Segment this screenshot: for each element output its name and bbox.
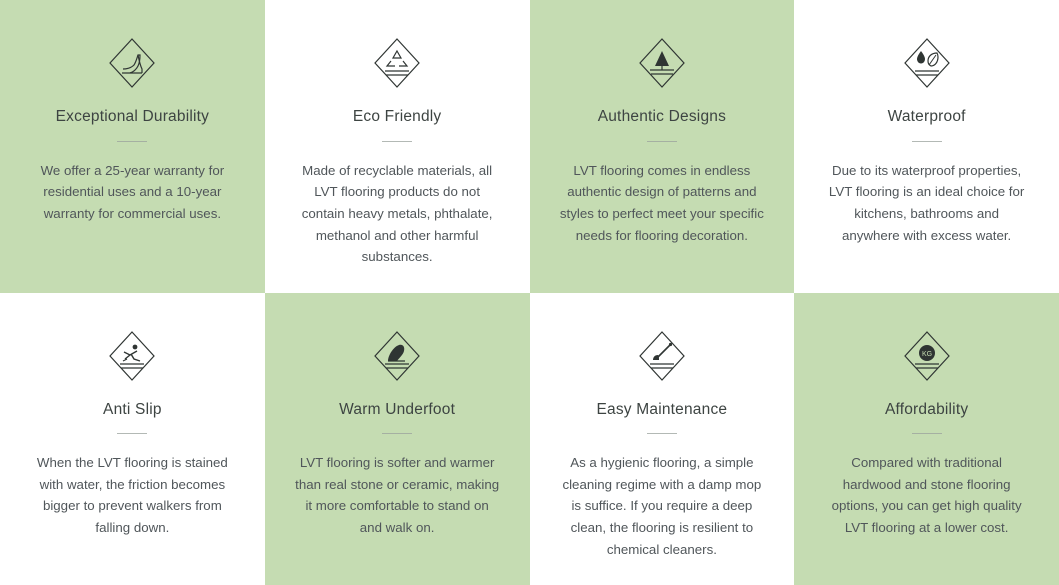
feature-card-exceptional-durability <box>0 0 265 293</box>
feature-card-easy-maintenance <box>530 293 795 585</box>
feature-title: Affordability <box>884 400 969 418</box>
feature-description: Due to its waterproof properties, LVT flooring is an ideal choice for kitchens, bathrooms and anywhere with excess water. <box>828 162 1025 243</box>
feature-card-warm-underfoot <box>265 293 530 585</box>
feature-title: Waterproof <box>887 108 966 125</box>
tree-authentic-design-icon <box>633 34 691 92</box>
title-divider <box>382 433 412 434</box>
feature-title: Eco Friendly <box>352 108 442 125</box>
feature-title: Authentic Designs <box>597 108 727 125</box>
title-divider <box>647 433 677 434</box>
title-divider <box>647 141 677 142</box>
feature-description: When the LVT flooring is stained with water, the friction becomes bigger to prevent walkers from falling down. <box>36 455 228 536</box>
feature-card-affordability <box>794 293 1059 585</box>
bare-foot-warm-underfoot-icon <box>368 327 426 385</box>
feature-title: Easy Maintenance <box>596 400 728 418</box>
feature-title: Exceptional Durability <box>55 108 210 125</box>
svg-text:KG: KG <box>921 350 932 358</box>
feature-card-waterproof <box>794 0 1059 293</box>
kg-weight-affordability-icon <box>898 327 956 385</box>
water-drop-leaf-waterproof-icon <box>898 34 956 92</box>
feature-description: LVT flooring comes in endless authentic design of patterns and styles to perfect meet your specific needs for flooring decoration. <box>559 162 764 243</box>
title-divider <box>117 433 147 434</box>
high-heel-shoe-durability-icon <box>103 34 161 92</box>
feature-card-anti-slip <box>0 293 265 585</box>
feature-description: We offer a 25-year warranty for residential uses and a 10-year warranty for commercial uses. <box>40 162 225 221</box>
title-divider <box>117 141 147 142</box>
feature-description: As a hygienic flooring, a simple cleaning regime with a damp mop is suffice. If you require a deep clean, the flooring is resilient to chemical cleaners. <box>562 455 762 557</box>
feature-title: Warm Underfoot <box>339 400 456 418</box>
feature-title: Anti Slip <box>103 400 162 418</box>
feature-description: Made of recyclable materials, all LVT flooring products do not contain heavy metals, phthalate, methanol and other harmful substances. <box>301 162 493 265</box>
mop-cleaning-easy-maintenance-icon <box>633 327 691 385</box>
recycling-arrows-icon <box>368 34 426 92</box>
slipping-person-anti-slip-icon <box>103 327 161 385</box>
title-divider <box>912 433 942 434</box>
feature-card-eco-friendly <box>265 0 530 293</box>
feature-card-authentic-designs <box>530 0 795 293</box>
title-divider <box>912 141 942 142</box>
feature-description: LVT flooring is softer and warmer than real stone or ceramic, making it more comfortable to stand on and walk on. <box>295 455 500 536</box>
feature-description: Compared with traditional hardwood and stone flooring options, you can get high quality LVT flooring at a lower cost. <box>831 455 1022 536</box>
title-divider <box>382 141 412 142</box>
